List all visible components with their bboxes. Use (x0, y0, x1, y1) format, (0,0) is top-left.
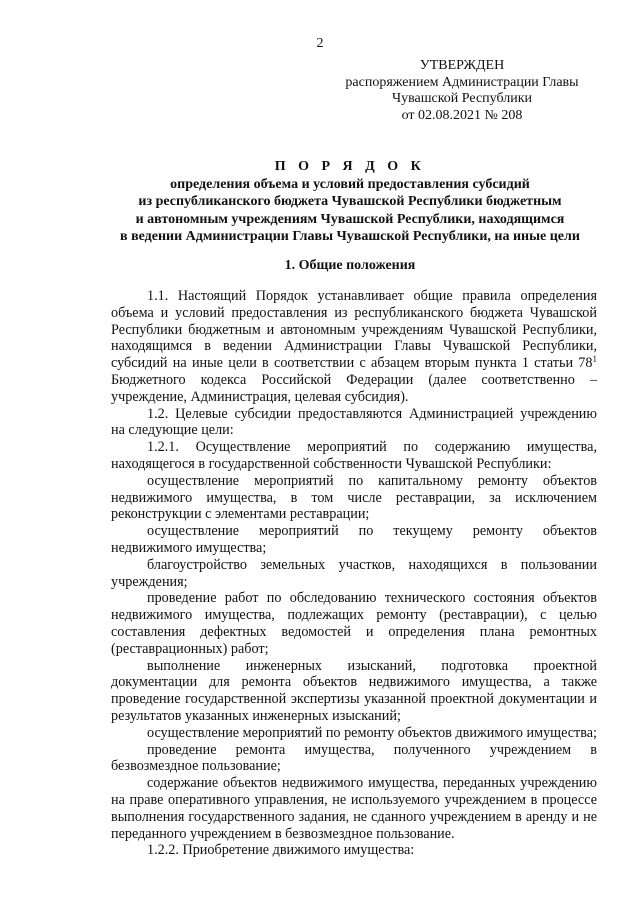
title-line-1: определения объема и условий предоставления субсидий (170, 176, 530, 192)
approval-date-number: от 02.08.2021 № 208 (401, 107, 523, 123)
list-item: проведение ремонта имущества, полученного учреждением в безвозмездное пользование; (111, 741, 597, 775)
paragraph-1-2: 1.2. Целевые субсидии предоставляются Администрацией учреждению на следующие цели: (111, 405, 597, 439)
title-line-2: из республиканского бюджета Чувашской Республики бюджетным (138, 194, 562, 209)
paragraph-1-2-1: 1.2.1. Осуществление мероприятий по содержанию имущества, находящегося в государственной собственности Чувашской Республики: (111, 439, 597, 472)
list-item: осуществление мероприятий по капитальному ремонту объектов недвижимого имущества, в том числе реставрации, за исключением реконструкции с элементами реставрации; (111, 472, 597, 523)
title-line-4: в ведении Администрации Главы Чувашской Республики, на иные цели (120, 229, 580, 244)
list-item: выполнение инженерных изысканий, подготовка проектной документации для ремонта объектов недвижимого имущества, а также проведение государственной экспертизы указанной проектной документации и результатов указанных инженерных изысканий; (111, 657, 597, 724)
approval-region: Чувашской Республики (391, 91, 533, 106)
approval-stamp-block (332, 58, 592, 124)
list-item: осуществление мероприятий по ремонту объектов движимого имущества; (147, 724, 598, 741)
title-main: П О Р Я Д О К (274, 159, 426, 174)
page-number: 2 (316, 36, 324, 51)
title-line-3: и автономным учреждениям Чувашской Республики, находящимся (135, 211, 565, 227)
document-title (100, 158, 600, 246)
list-item: осуществление мероприятий по текущему ремонту объектов недвижимого имущества; (111, 523, 597, 556)
section-heading: 1. Общие положения (284, 258, 416, 273)
paragraph-1-1: 1.1. Настоящий Порядок устанавливает общие правила определения объема и условий предоставления из республиканского бюджета Чувашской Республики бюджетным и автономным учреждениям Чувашской Республики, находящимся в ведении Администрации Главы Чувашской Республики, субсидий на иные цели в соответствии с абзацем вторым пункта 1 статьи $78^1$ Бюджетного кодекса Российской Федерации (далее соответственно – учреждение, Администрация, целевая субсидия). (111, 288, 597, 405)
list-item: благоустройство земельных участков, находящихся в пользовании учреждения; (111, 556, 597, 590)
paragraph-1-2-2: 1.2.2. Приобретение движимого имущества: (147, 842, 415, 859)
list-item: содержание объектов недвижимого имущества, переданных учреждению на праве оперативного управления, не используемого учреждением в процессе выполнения государственного задания, не сданного учреждением в аренду и не переданного учреждением в безвозмездное пользование. (111, 775, 597, 842)
approval-heading: УТВЕРЖДЕН (419, 58, 505, 73)
approval-authority: распоряжением Администрации Главы (345, 74, 579, 90)
list-item: проведение работ по обследованию технического состояния объектов недвижимого имущества, подлежащих ремонту (реставрации), с целью составления дефектных ведомостей и определения плана ремонтных (реставрационных) работ; (111, 590, 597, 657)
article-superscript: 1 (592, 354, 597, 365)
document-body (111, 288, 597, 859)
